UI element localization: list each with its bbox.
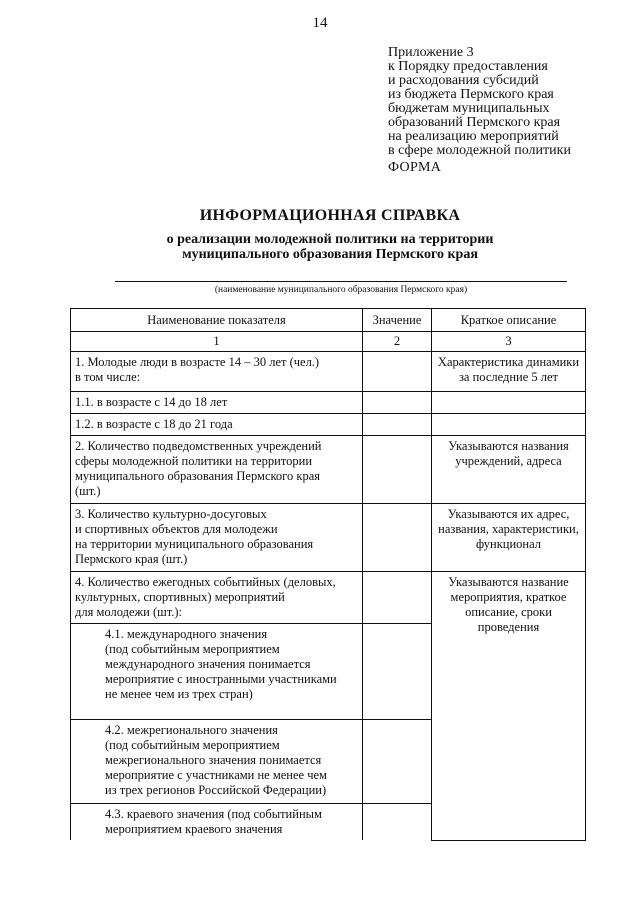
cell-line: (под событийным мероприятием [105, 738, 280, 752]
cell-line: для молодежи (шт.): [75, 605, 183, 619]
cell-line: мероприятия, краткое [450, 590, 567, 604]
indicator-cell [71, 352, 363, 392]
document-subtitle [0, 232, 640, 262]
subtitle-line: о реализации молодежной политики на территории [166, 232, 494, 247]
appendix-line: к Порядку предоставления [388, 59, 548, 74]
indicator-cell [71, 504, 363, 572]
indicator-cell [71, 804, 363, 841]
municipality-fill-line [115, 281, 567, 282]
indicator-cell [71, 436, 363, 504]
description-cell [432, 504, 586, 572]
value-cell[interactable] [363, 436, 432, 504]
cell-line: проведения [477, 620, 540, 634]
cell-line: Указываются названия [448, 439, 569, 453]
header-description: Краткое описание [432, 309, 586, 332]
value-cell[interactable] [363, 392, 432, 414]
cell-line: Характеристика динамики [437, 355, 580, 369]
column-number: 3 [432, 332, 586, 352]
value-cell[interactable] [363, 352, 432, 392]
header-value: Значение [363, 309, 432, 332]
cell-line: межрегионального значения понимается [105, 753, 322, 767]
cell-line: (под событийным мероприятием [105, 642, 280, 656]
table-row [71, 572, 586, 624]
cell-line: из трех регионов Российской Федерации) [105, 783, 327, 797]
description-cell [432, 392, 586, 414]
indicator-cell [71, 414, 363, 436]
municipality-fill-caption: (наименование муниципального образования Пермского края) [214, 285, 468, 295]
cell-line: названия, характеристики, [438, 522, 579, 536]
indicator-cell [71, 624, 363, 720]
cell-line: 4. Количество ежегодных событийных (деловых, [75, 575, 336, 589]
indicator-cell [71, 572, 363, 624]
cell-line: 1.1. в возрасте с 14 до 18 лет [75, 395, 228, 409]
cell-line: культурных, спортивных) мероприятий [75, 590, 285, 604]
value-cell[interactable] [363, 804, 432, 841]
appendix-line: из бюджета Пермского края [388, 87, 554, 102]
column-number: 2 [363, 332, 432, 352]
indicator-table [70, 308, 586, 841]
cell-line: не менее чем из трех стран) [105, 687, 253, 701]
cell-line: Указываются название [448, 575, 569, 589]
indicator-cell [71, 720, 363, 804]
table-row [71, 504, 586, 572]
cell-line: международного значения понимается [105, 657, 311, 671]
value-cell[interactable] [363, 624, 432, 720]
form-label: ФОРМА [388, 160, 442, 175]
appendix-line: бюджетам муниципальных [388, 101, 550, 116]
appendix-line: на реализацию мероприятий [388, 129, 559, 144]
cell-line: 3. Количество культурно-досуговых [75, 507, 267, 521]
subtitle-line: муниципального образования Пермского края [182, 247, 478, 262]
cell-line: мероприятие с иностранными участниками [105, 672, 337, 686]
table-header-row [71, 309, 586, 332]
cell-line: описание, сроки [465, 605, 552, 619]
table-row [71, 392, 586, 414]
page-number: 14 [312, 15, 328, 31]
cell-line: Указываются их адрес, [447, 507, 570, 521]
cell-line: 4.1. международного значения [105, 627, 268, 641]
indicator-cell [71, 392, 363, 414]
appendix-block [388, 46, 628, 158]
cell-line: за последние 5 лет [458, 370, 559, 384]
table-row [71, 352, 586, 392]
description-cell [432, 352, 586, 392]
cell-line: (шт.) [75, 484, 101, 498]
appendix-line: Приложение 3 [388, 45, 474, 60]
cell-line: учреждений, адреса [455, 454, 562, 468]
cell-line: в том числе: [75, 370, 141, 384]
value-cell[interactable] [363, 720, 432, 804]
cell-line: на территории муниципального образования [75, 537, 314, 551]
column-number: 1 [71, 332, 363, 352]
cell-line: функционал [475, 537, 541, 551]
cell-line: 4.3. краевого значения (под событийным [105, 807, 322, 821]
appendix-line: образований Пермского края [388, 115, 561, 130]
cell-line: муниципального образования Пермского края [75, 469, 320, 483]
column-number-row [71, 332, 586, 352]
cell-line: мероприятие с участниками не менее чем [105, 768, 327, 782]
cell-line: сферы молодежной политики на территории [75, 454, 313, 468]
value-cell[interactable] [363, 572, 432, 624]
table-row [71, 436, 586, 504]
cell-line: 2. Количество подведомственных учреждений [75, 439, 322, 453]
document-title: ИНФОРМАЦИОННАЯ СПРАВКА [199, 207, 461, 224]
value-cell[interactable] [363, 414, 432, 436]
description-cell [432, 436, 586, 504]
cell-line: 1. Молодые люди в возрасте 14 – 30 лет (чел.) [75, 355, 320, 369]
description-cell [432, 414, 586, 436]
value-cell[interactable] [363, 504, 432, 572]
header-indicator-name: Наименование показателя [71, 309, 363, 332]
cell-line: Пермского края (шт.) [75, 552, 188, 566]
description-cell [432, 572, 586, 841]
appendix-line: в сфере молодежной политики [388, 143, 571, 158]
cell-line: 1.2. в возрасте с 18 до 21 года [75, 417, 233, 431]
table-row [71, 414, 586, 436]
appendix-line: и расходования субсидий [388, 73, 539, 88]
cell-line: 4.2. межрегионального значения [105, 723, 278, 737]
cell-line: мероприятием краевого значения [105, 822, 283, 836]
cell-line: и спортивных объектов для молодежи [75, 522, 278, 536]
